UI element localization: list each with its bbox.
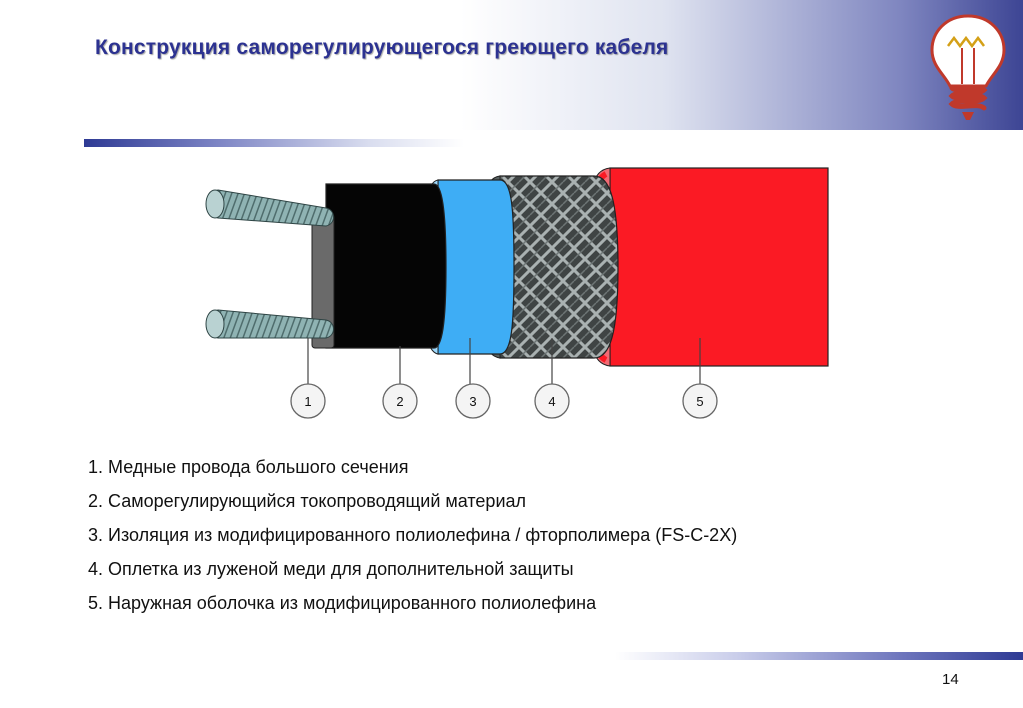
marker-2 [383, 384, 417, 418]
layer-legend [88, 452, 988, 622]
light-bulb-icon [918, 8, 1018, 128]
marker-5 [683, 384, 717, 418]
marker-4 [535, 384, 569, 418]
slide-title: Конструкция саморегулирующегося греющего кабеля [95, 36, 669, 59]
marker-2-label: 2 [396, 394, 404, 409]
legend-item-2: 2. Саморегулирующийся токопроводящий материал [88, 491, 527, 511]
outer-jacket-layer [586, 168, 828, 366]
bottom-accent-rule [615, 652, 1023, 660]
legend-item-5: 5. Наружная оболочка из модифицированного полиолефина [88, 593, 597, 613]
marker-1-label: 1 [304, 394, 312, 409]
legend-item-4: 4. Оплетка из луженой меди для дополнительной защиты [88, 559, 574, 579]
marker-3 [456, 384, 490, 418]
header-band [0, 0, 1023, 130]
legend-item-3: 3. Изоляция из модифицированного полиолефина / фторполимера (FS-C-2X) [88, 525, 738, 545]
legend-item-1: 1. Медные провода большого сечения [88, 457, 409, 477]
marker-5-label: 5 [696, 394, 704, 409]
marker-4-label: 4 [548, 394, 556, 409]
top-accent-rule [84, 139, 464, 147]
cable-diagram [200, 160, 840, 425]
marker-1 [291, 384, 325, 418]
page-number: 14 [942, 671, 959, 688]
marker-3-label: 3 [469, 394, 477, 409]
